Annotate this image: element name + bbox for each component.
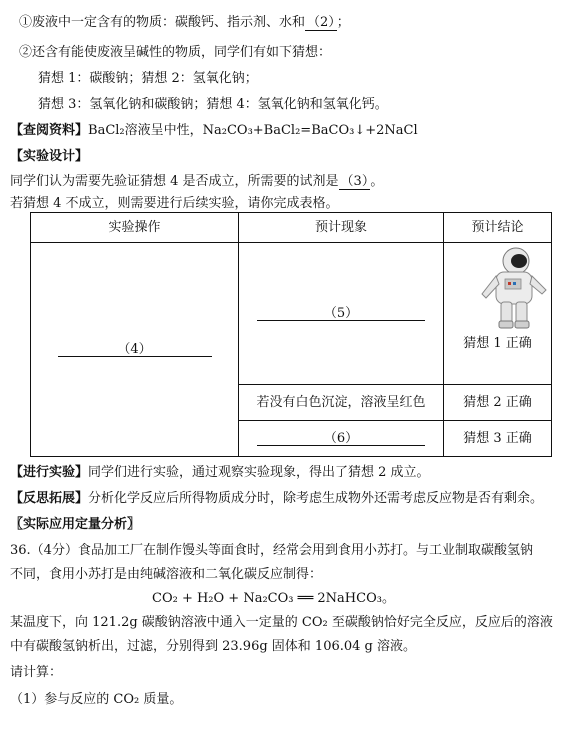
question-36-line-2: 不同，食用小苏打是由纯碱溶液和二氧化碳反应制得： xyxy=(10,567,323,582)
cell-conclusion-2: 猜想 2 正确 xyxy=(444,385,552,421)
line-waste-components: ①废液中一定含有的物质：碳酸钙、指示剂、水和 （2） ； xyxy=(19,15,350,30)
cell-conclusion-3: 猜想 3 正确 xyxy=(444,421,552,457)
section-head-quantitative: 〖实际应用定量分析〗 xyxy=(10,517,141,532)
section-head-reference: 【查阅资料】 xyxy=(10,123,89,138)
reference-equation: BaCl₂溶液呈中性，Na₂CO₃+BaCl₂=BaCO₃↓+2NaCl xyxy=(88,123,418,138)
blank-4[interactable]: （4） xyxy=(58,343,212,357)
question-36-line-1: 36.（4分）食品加工厂在制作馒头等面食时，经常会用到食用小苏打。与工业制取碳酸氢钠 xyxy=(10,543,533,558)
section-head-design: 【实验设计】 xyxy=(10,149,89,164)
line-table-instruction: 若猜想 4 不成立，则需要进行后续实验，请你完成表格。 xyxy=(10,196,339,211)
reaction-equation: CO₂ + H₂O + Na₂CO₃ ══ 2NaHCO₃。 xyxy=(152,591,395,606)
line-alkaline-question: ②还含有能使废液呈碱性的物质，同学们有如下猜想： xyxy=(19,45,332,60)
blank-5[interactable]: （5） xyxy=(257,307,425,321)
cell-phenomenon-1 xyxy=(239,243,444,385)
sub-question-1: （1）参与反应的 CO₂ 质量。 xyxy=(10,692,183,707)
question-36-line-3: 某温度下，向 121.2g 碳酸钠溶液中通入一定量的 CO₂ 至碳酸钠恰好完全反应，反应后的溶液 xyxy=(10,615,553,630)
line-reference xyxy=(10,124,418,137)
line-verify-hypothesis-4: 同学们认为需要先验证猜想 4 是否成立，所需要的试剂是 （3） 。 xyxy=(10,174,384,189)
section-head-reflection: 【反思拓展】 xyxy=(10,491,89,506)
section-head-conduct: 【进行实验】 xyxy=(10,465,89,480)
line-hypotheses-3-4: 猜想 3：氢氧化钠和碳酸钠；猜想 4：氢氧化钠和氢氧化钙。 xyxy=(38,97,388,112)
header-operation: 实验操作 xyxy=(31,213,239,243)
blank-2[interactable]: （2） xyxy=(307,15,335,30)
line-conduct-experiment: 【进行实验】同学们进行实验，通过观察实验现象，得出了猜想 2 成立。 xyxy=(10,465,430,480)
cell-operation xyxy=(31,243,239,457)
header-conclusion: 预计结论 xyxy=(444,213,552,243)
cell-conclusion-1: 猜想 1 正确 xyxy=(444,243,552,385)
line-hypotheses-1-2: 猜想 1：碳酸钠；猜想 2：氢氧化钠； xyxy=(38,71,258,86)
blank-6[interactable]: （6） xyxy=(257,432,425,446)
astronaut-image xyxy=(472,246,552,330)
cell-phenomenon-3 xyxy=(239,421,444,457)
line-reflection: 【反思拓展】分析化学反应后所得物质成分时，除考虑生成物外还需考虑反应物是否有剩余。 xyxy=(10,491,544,506)
blank-3[interactable]: （3） xyxy=(340,174,369,189)
cell-phenomenon-2: 若没有白色沉淀，溶液呈红色 xyxy=(239,385,444,421)
please-calculate: 请计算： xyxy=(10,665,63,680)
question-36-line-4: 中有碳酸氢钠析出，过滤，分别得到 23.96g 固体和 106.04 g 溶液。 xyxy=(10,639,417,654)
header-phenomenon: 预计现象 xyxy=(239,213,444,243)
